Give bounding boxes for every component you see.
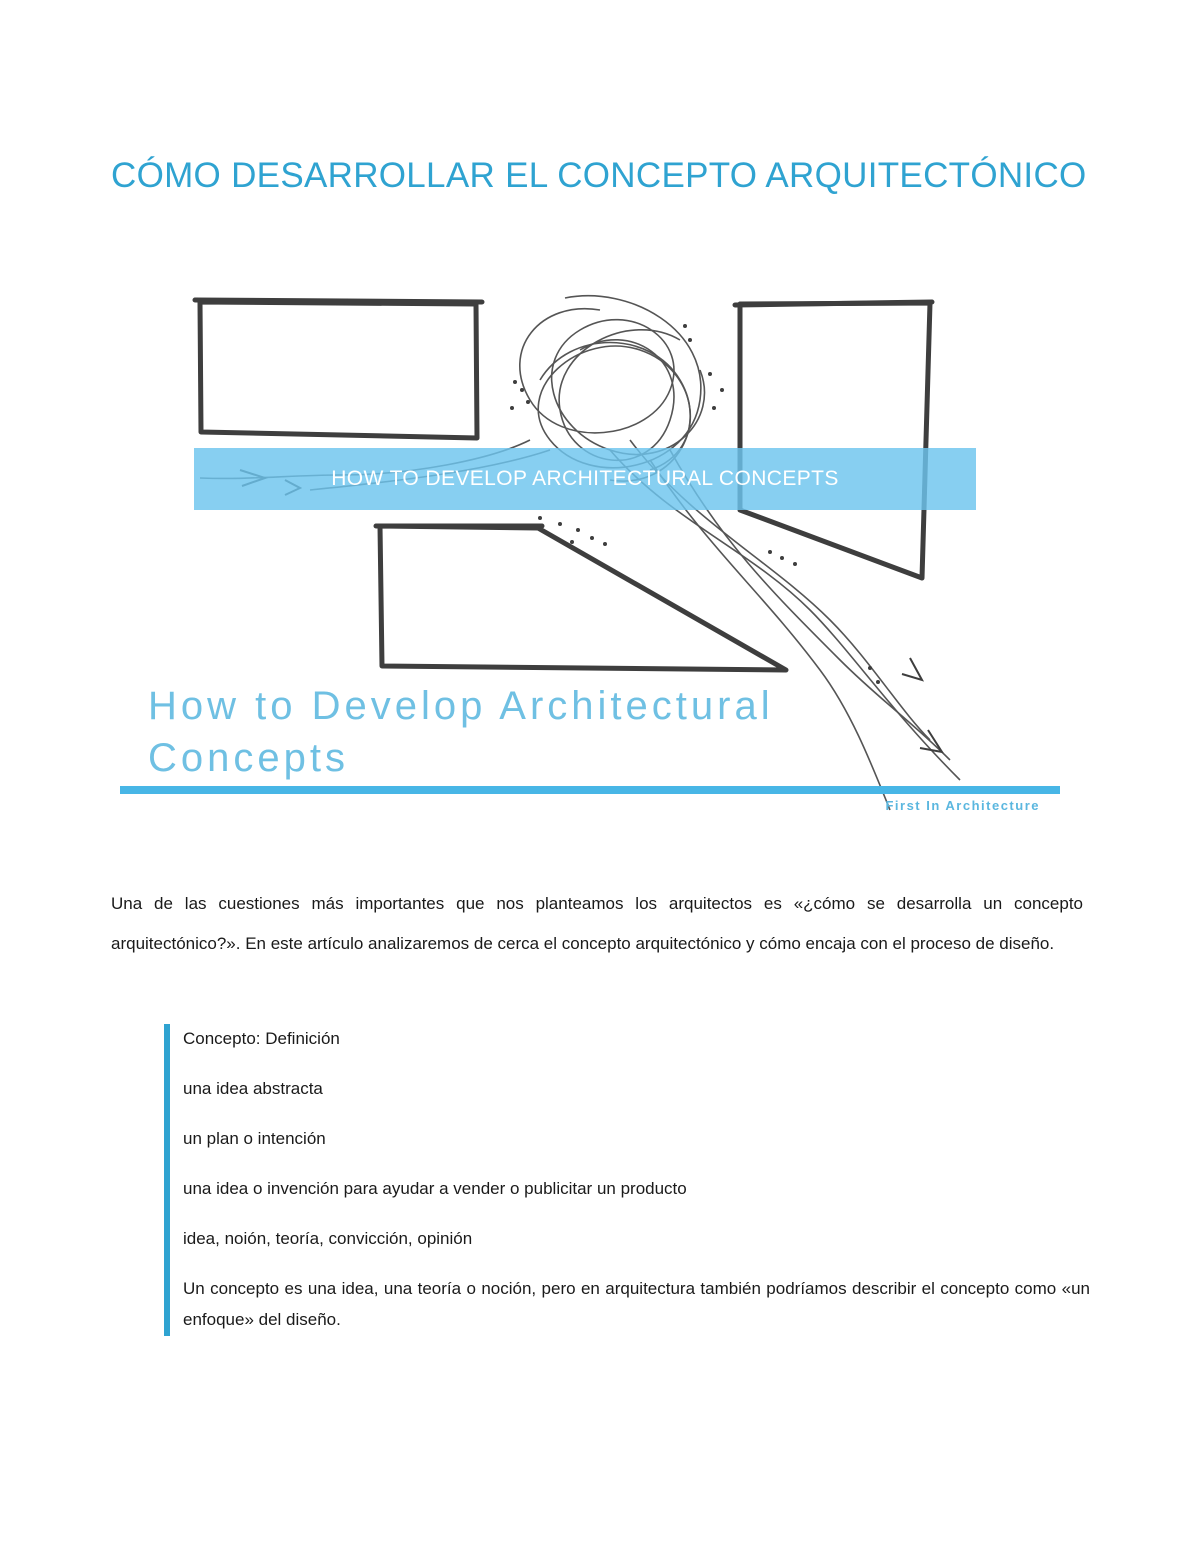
definition-item: una idea o invención para ayudar a vender o publicitar un producto [183, 1179, 687, 1198]
sketch-box-top-right [740, 303, 930, 578]
hero-image [110, 290, 1060, 830]
sketch-box-top-left [200, 302, 477, 438]
definition-quote-block [164, 1024, 1090, 1336]
hero-credit: First In Architecture [885, 798, 1040, 813]
hero-divider [120, 786, 1060, 794]
hero-band-text: HOW TO DEVELOP ARCHITECTURAL CONCEPTS [331, 467, 839, 490]
definition-item: idea, noión, teoría, convicción, opinión [183, 1229, 473, 1248]
definition-closing: Un concepto es una idea, una teoría o noción, pero en arquitectura también podríamos describir el concepto como «un enfoque» del diseño. [183, 1279, 1090, 1329]
hero-heading: How to Develop Architectural Concepts [148, 684, 774, 780]
intro-paragraph: Una de las cuestiones más importantes que nos planteamos los arquitectos es «¿cómo se desarrolla un concepto arquitectónico?». En este artículo analizaremos de cerca el concepto arquitectónico y cómo encaja con el proceso de diseño. [111, 894, 1083, 953]
sketch-box-bottom [380, 526, 786, 670]
definition-heading: Concepto: Definición [183, 1029, 340, 1048]
page-title: CÓMO DESARROLLAR EL CONCEPTO ARQUITECTÓNICO [111, 156, 1087, 195]
definition-item: un plan o intención [183, 1129, 326, 1148]
definition-item: una idea abstracta [183, 1079, 323, 1098]
